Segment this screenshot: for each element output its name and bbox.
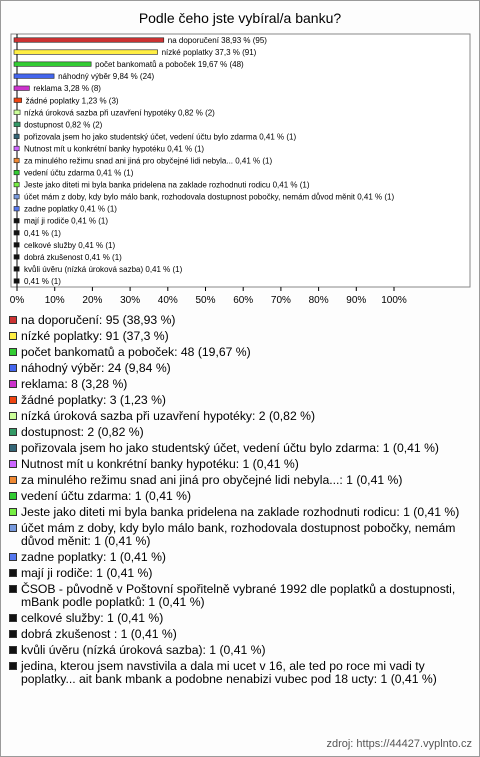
bar [14,206,19,211]
legend-label: celkové služby: 1 (0,41 %) [21,611,164,625]
bar [14,255,19,260]
bar-label: dostupnost 0,82 % (2) [24,120,103,130]
legend-label: vedení účtu zdarma: 1 (0,41 %) [21,489,192,503]
bar [14,279,19,284]
legend-label: jedina, kterou jsem navstivila a dala mi ucet v 16, ale ted po roce mi vadi ty poplatky... ait bank mbank a podobne nenabizi vubec pod 18 ucty: 1 (0,41 %) [21,659,437,686]
legend-swatch [9,412,17,420]
x-tick-label: 30% [120,295,141,306]
legend-item [8,506,470,519]
legend-label: dostupnost: 2 (0,82 %) [21,425,144,439]
bar-label: dobrá zkušenost 0,41 % (1) [24,252,122,262]
legend-label: mají ji rodiče: 1 (0,41 %) [21,566,153,580]
legend-swatch [9,444,17,452]
legend-swatch [9,476,17,484]
legend-item [8,378,470,391]
legend-swatch [9,364,17,372]
bar [14,231,19,236]
legend [8,314,470,689]
bar-label: reklama 3,28 % (8) [33,84,101,94]
legend-item [8,346,470,359]
legend-swatch [9,646,17,654]
bar-label: žádné poplatky 1,23 % (3) [25,96,119,106]
legend-item [8,410,470,423]
bar-label: náhodný výběr 9,84 % (24) [58,72,155,82]
bar-label: počet bankomatů a poboček 19,67 % (48) [95,60,244,70]
legend-label: dobrá zkušenost : 1 (0,41 %) [21,627,177,641]
legend-item [8,442,470,455]
bar [14,182,19,187]
legend-swatch [9,614,17,622]
x-tick-label: 20% [82,295,103,306]
bar [14,267,19,272]
bar-label: pořizovala jsem ho jako studentský účet, vedení účtu bylo zdarma 0,41 % (1) [24,132,297,142]
source-credit: zdroj: https://44427.vyplnto.cz [326,738,472,750]
legend-swatch [9,569,17,577]
bar [14,38,164,43]
legend-label: počet bankomatů a poboček: 48 (19,67 %) [21,345,251,359]
bar [14,170,19,175]
legend-item [8,362,470,375]
legend-item [8,567,470,580]
bar [14,98,22,103]
legend-swatch [9,662,17,670]
x-tick-label: 60% [233,295,254,306]
legend-swatch [9,492,17,500]
x-tick-label: 100% [381,295,407,306]
bar [14,86,29,91]
legend-item [8,583,470,609]
legend-swatch [9,553,17,561]
x-tick-label: 0% [9,295,25,306]
bar [14,122,20,127]
legend-item [8,551,470,564]
legend-swatch [9,396,17,404]
legend-item [8,458,470,471]
legend-item [8,612,470,625]
legend-label: Jeste jako diteti mi byla banka pridelena na zaklade rozhodnuti rodicu: 1 (0,41 %) [21,505,460,519]
bar-label: kvůli úvěru (nízká úroková sazba) 0,41 % (1) [24,264,183,274]
legend-item [8,314,470,327]
bar-label: na doporučení 38,93 % (95) [167,36,267,46]
bar-label: 0,41 % (1) [24,228,61,238]
legend-item [8,628,470,641]
bar-label: vedení účtu zdarma 0,41 % (1) [24,168,134,178]
legend-label: pořizovala jsem ho jako studentský účet, vedení účtu bylo zdarma: 1 (0,41 %) [21,441,439,455]
x-tick-label: 40% [157,295,178,306]
bar-label: 0,41 % (1) [24,276,61,286]
bar [14,146,19,151]
bar [14,50,158,55]
legend-swatch [9,380,17,388]
bar-label: zadne poplatky 0,41 % (1) [24,204,117,214]
legend-swatch [9,524,17,532]
legend-swatch [9,348,17,356]
bar [14,194,19,199]
legend-item [8,644,470,657]
legend-label: nízká úroková sazba při uzavření hypotéky: 2 (0,82 %) [21,409,316,423]
legend-item [8,522,470,548]
legend-item [8,660,470,686]
x-tick-label: 80% [308,295,329,306]
legend-label: na doporučení: 95 (38,93 %) [21,313,176,327]
legend-swatch [9,630,17,638]
chart-title: Podle čeho jste vybíral/a banku? [138,10,342,26]
legend-swatch [9,585,17,593]
bar-label: účet mám z doby, kdy bylo málo bank, rozhodovala dostupnost pobočky, nemám důvod měnit 0,41 % (1) [24,192,395,202]
legend-swatch [9,332,17,340]
x-tick-label: 70% [270,295,291,306]
bar-label: nízká úroková sazba při uzavření hypotéky 0,82 % (2) [24,108,215,118]
x-tick-label: 50% [195,295,216,306]
legend-label: za minulého režimu snad ani jiná pro obyčejné lidi nebyla...: 1 (0,41 %) [21,473,403,487]
bar-label: celkové služby 0,41 % (1) [24,240,116,250]
x-tick-label: 10% [44,295,65,306]
legend-swatch [9,316,17,324]
legend-label: nízké poplatky: 91 (37,3 %) [21,329,169,343]
bar-label: nízké poplatky 37,3 % (91) [161,48,257,58]
bar-label: mají ji rodiče 0,41 % (1) [24,216,109,226]
legend-label: účet mám z doby, kdy bylo málo bank, rozhodovala dostupnost pobočky, nemám důvod měnit: 1 (0,41 %) [21,521,456,548]
legend-label: žádné poplatky: 3 (1,23 %) [21,393,166,407]
legend-item [8,474,470,487]
bar [14,243,19,248]
legend-label: Nutnost mít u konkrétní banky hypotéku: 1 (0,41 %) [21,457,299,471]
bar [14,134,19,139]
legend-label: zadne poplatky: 1 (0,41 %) [21,550,166,564]
legend-item [8,394,470,407]
bar-label: Nutnost mít u konkrétní banky hypotéku 0,41 % (1) [24,144,205,154]
legend-item [8,426,470,439]
bar-label: za minulého režimu snad ani jiná pro obyčejné lidi nebyla... 0,41 % (1) [24,156,273,166]
x-tick-label: 90% [346,295,367,306]
bar [14,62,91,67]
bar [14,74,54,79]
bar-label: Jeste jako diteti mi byla banka pridelena na zaklade rozhodnuti rodicu 0,41 % (1) [24,180,310,190]
legend-swatch [9,508,17,516]
bar [14,110,20,115]
legend-item [8,490,470,503]
bar [14,218,19,223]
bar-chart [0,28,480,308]
legend-label: kvůli úvěru (nízká úroková sazba): 1 (0,41 %) [21,643,266,657]
legend-swatch [9,428,17,436]
legend-label: ČSOB - původně v Poštovní spořitelně vybrané 1992 dle poplatků a dostupnosti, mBank podle poplatků: 1 (0,41 %) [21,582,456,609]
legend-label: náhodný výběr: 24 (9,84 %) [21,361,171,375]
legend-swatch [9,460,17,468]
legend-label: reklama: 8 (3,28 %) [21,377,128,391]
legend-item [8,330,470,343]
bar [14,158,19,163]
